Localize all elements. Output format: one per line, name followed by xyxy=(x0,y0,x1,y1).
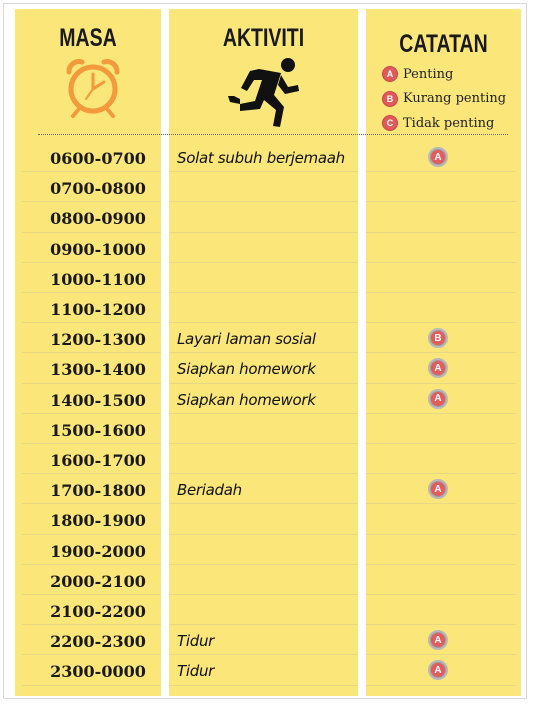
priority-badge: A xyxy=(428,358,448,378)
table-row xyxy=(0,625,534,655)
time-slot: 0600-0700 xyxy=(50,149,146,168)
time-slot: 1000-1100 xyxy=(50,269,146,289)
table-row xyxy=(0,504,534,534)
time-slot: 1300-1400 xyxy=(50,360,146,380)
time-slot: 0800-0900 xyxy=(50,209,146,229)
activity-text: Tidur xyxy=(177,632,215,651)
table-row xyxy=(0,444,534,474)
table-row xyxy=(0,293,534,323)
table-row xyxy=(0,233,534,263)
table-row xyxy=(0,202,534,232)
table-row xyxy=(0,565,534,595)
header-masa: MASA xyxy=(59,24,117,52)
table-row xyxy=(0,595,534,625)
badge-b-icon: B xyxy=(382,91,398,107)
time-slot: 1400-1500 xyxy=(50,390,146,410)
row-divider xyxy=(366,685,516,686)
activity-text: Beriadah xyxy=(177,481,242,500)
activity-text: Siapkan homework xyxy=(177,360,316,379)
row-divider xyxy=(22,685,161,686)
table-row xyxy=(0,172,534,202)
time-slot: 0900-1000 xyxy=(50,239,146,259)
table-row xyxy=(0,353,534,383)
legend-item-b xyxy=(382,87,506,112)
table-row xyxy=(0,323,534,353)
priority-badge: A xyxy=(428,389,448,409)
table-row xyxy=(0,535,534,565)
table-row xyxy=(0,474,534,504)
legend-label: Penting xyxy=(403,66,454,82)
legend-item-a xyxy=(382,62,506,87)
table-row xyxy=(0,414,534,444)
table-row xyxy=(0,263,534,293)
time-slot: 2300-0000 xyxy=(50,662,146,682)
time-slot: 1700-1800 xyxy=(50,481,146,501)
time-slot: 1200-1300 xyxy=(50,330,146,350)
priority-badge: B xyxy=(428,328,448,348)
time-slot: 1100-1200 xyxy=(50,300,146,319)
running-person-icon xyxy=(226,55,302,129)
row-divider xyxy=(169,685,358,686)
time-slot: 2200-2300 xyxy=(50,632,146,652)
priority-badge: A xyxy=(428,147,448,167)
legend xyxy=(382,62,506,136)
time-slot: 1500-1600 xyxy=(50,420,146,440)
priority-badge: A xyxy=(428,479,448,499)
badge-a-icon: A xyxy=(382,66,398,82)
alarm-clock-icon xyxy=(64,58,122,118)
time-slot: 2100-2200 xyxy=(50,602,146,621)
badge-c-icon: C xyxy=(382,115,398,131)
table-row xyxy=(0,384,534,414)
table-row xyxy=(0,142,534,172)
time-slot: 2000-2100 xyxy=(50,571,146,591)
legend-label: Tidak penting xyxy=(403,115,495,131)
priority-badge: A xyxy=(428,660,448,680)
header-aktiviti: AKTIVITI xyxy=(222,24,305,52)
table-row xyxy=(0,655,534,685)
activity-text: Siapkan homework xyxy=(177,390,316,409)
time-slot: 1800-1900 xyxy=(50,511,146,531)
time-slot: 0700-0800 xyxy=(50,179,146,199)
legend-label: Kurang penting xyxy=(403,91,507,107)
time-slot: 1600-1700 xyxy=(50,451,146,470)
header-catatan: CATATAN xyxy=(399,30,488,58)
priority-badge: A xyxy=(428,630,448,650)
header-divider xyxy=(38,134,508,135)
activity-text: Tidur xyxy=(177,662,215,681)
activity-text: Solat subuh berjemaah xyxy=(177,149,345,167)
time-slot: 1900-2000 xyxy=(50,541,146,561)
legend-item-c xyxy=(382,111,506,136)
activity-text: Layari laman sosial xyxy=(177,330,316,349)
